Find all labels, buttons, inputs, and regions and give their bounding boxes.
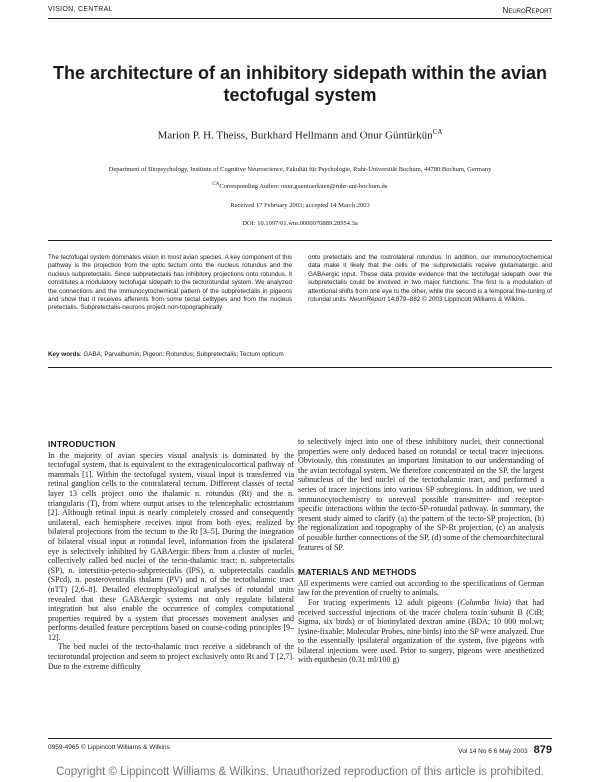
citation-details: 14:879–882 © 2003 Lippincott Williams & Wilkins. (387, 296, 526, 304)
abstract (48, 254, 552, 336)
keywords-text: : GABA; Parvalbumin; Pigeon; Rotundus; Subpretectalis; Tectum opticum (79, 351, 284, 358)
received-dates: Received 17 February 2003; accepted 14 March 2003 (230, 202, 370, 209)
abstract-right-text: onto pretectalis and the rostrolateral rotundus. In addition, our immunocytochemical data make it likely that the cells of the subpretectalis receive glutamatergic and GABAergic input. These data provide evidence that the tectofugal sidepath over the subpretectalis could be involved in two major functions: The first is a modulation of attentional shifts from one eye to the other, while the second is a temporal fine-tuning of rotundal units. (308, 254, 552, 304)
corresponding-author-text: Corresponding Author: onur.guentuerkuen@ruhr-uni-bochum.de (219, 183, 388, 191)
abstract-left-column: The tectofugal system dominates vision in most avian species. A key component of this pathway is the projection from the optic tectum onto the nucleus rotundus and the nucleus subpretectalis. Since subpretectalis has inhibitory projections onto rotundus, it constitutes a modulatory tectofugal sidepath to the tectorotundal system. We analyzed the connections and the immunocytochemical pattern of the subpretectalis in pigeons and show that it receives afferents from some tectal celltypes and from the nucleus pretectalis. Subpretectalis-neurons project non-topographically (48, 254, 292, 312)
species-name: Columba livia (460, 597, 509, 607)
corresponding-mark: CA (432, 128, 443, 136)
methods-p2-rest: ) that had received successful injections of the tracer cholera toxin subunit B (CtB; Sigma, six birds) or of biotinylated dextran amine (BDA; 10 000 mol.wt; lysine-fixable; Molecular Probes, nine birds) into the SP were analyzed. Due to the essentially ipsilateral organization of the system, five pigeons with bilateral injections were used. Prior to surgery, pigeons were anesthetized with equithesin (0.31 ml/100 g) (298, 597, 544, 665)
header-rule (48, 18, 552, 19)
methods-paragraph-1: All experiments were carried out according to the specifications of German law for the prevention of cruelty to animals. (298, 578, 544, 598)
footer-rule (48, 738, 552, 739)
copyright-notice: Copyright © Lippincott Williams & Wilkins. Unauthorized reproduction of this article is prohibited. (56, 766, 544, 778)
corresponding-author (40, 182, 560, 190)
doi: DOI: 10.1097/01.wnr.0000070889.28954.3a (242, 220, 358, 227)
author-names: Marion P. H. Theiss, Burkhard Hellmann and Onur Güntürkün (157, 129, 433, 142)
methods-heading: MATERIALS AND METHODS (298, 567, 417, 578)
running-header-journal: NeuroReport (502, 6, 552, 15)
keywords-label: Key words (48, 351, 80, 358)
author-list (40, 128, 560, 142)
intro-paragraph-1: In the majority of avian species visual analysis is dominated by the tectofugal system, that is equivalent to the extrageniculocortical pathway of mammals [1]. Within the tectofugal system, visual input is transferred via retinal ganglion cells to the contralateral tectum. Different classes of tectal layer 13 cells project onto the thalamic n. rotundus (Rt) and the n. triangularis (T), from where output arises to the telencephalic ectostriatum [2]. Although retinal input is nearly completely crossed and consequently unilateral, each hemisphere receives input from both eyes, realized by bilateral projections from the tectum to the Rt [3–5]. During the integration of bilateral visual input at rotundal level, information from the ipsilateral eye is selectively inhibited by GABAergic fibers from a cluster of nuclei, collectively called bed nuclei of the tecto-thalamic tract: n. subpretectalis (SP), n. interstitio-petecto-subpretectalis (IPS), n. subpretectalis caudalis (SPcd), n. posteroventralis thalami (PV) and n. of the tectothalamic tract (nTT) [2,6–8]. Detailed electrophysiological analyses of rotundal units revealed that these GABAergic systems not only regulate bilateral integration but also enable the occurrence of complex computational properties required by a system that processes movement analyses and performs detailed feature perceptions based on coarse-coding principles [9–12]. (48, 450, 294, 642)
intro-paragraph-2: The bed nuclei of the tecto-thalamic tract receive a sidebranch of the tectorotundal projection and seem to project exclusively onto Rt and T [2,7]. Due to the extreme difficulty (48, 642, 294, 671)
footer-issn: 0959-4965 © Lippincott Williams & Wilkins (48, 744, 170, 751)
abstract-top-rule (48, 240, 552, 241)
methods-p2-start: For tracing experiments 12 adult pigeons ( (308, 597, 461, 607)
article-title: The architecture of an inhibitory sidepath within the avian tectofugal system (52, 63, 548, 105)
page-number: 879 (533, 744, 552, 756)
methods-paragraph-2 (298, 598, 544, 665)
right-column (298, 437, 544, 665)
keywords (48, 351, 552, 358)
abstract-right-column (308, 254, 552, 304)
introduction-heading: INTRODUCTION (48, 439, 116, 449)
citation-journal: NeuroReport (349, 296, 386, 304)
intro-paragraph-3: to selectively inject into one of these inhibitory nuclei, their connectional properties were only deduced based on rotundal or tectal tracer injections. Obviously, this constitutes an important limitation to our understanding of the avian tectofugal system. We therefore concentrated on the SP, the largest subnucleus of the bed nuclei of the tectothalamic tract, and performed a series of tracer injections into various SP subregions. In addition, we used immunocytochemistry to unreveal possible transmitter- and receptor-specific interactions within the tecto-SP-rotundal pathway. In summary, the present study aimed to clarify (a) the pattern of the tecto-SP projection, (b) the regionalization and topography of the SP-Rt projection, (c) an analysis of possible further connections of the SP, (d) some of the chemoarchitectural features of SP. (298, 437, 544, 552)
abstract-bottom-rule (48, 367, 552, 368)
left-column (48, 440, 294, 671)
footer-volume-text: Vol 14 No 6 6 May 2003 (458, 748, 528, 755)
footer-volume (458, 744, 552, 756)
affiliation: Department of Biopsychology, Institute of Cognitive Neuroscience, Fakultät für Psychologie, Ruhr-Universität Bochum, 44780 Bochum, Germany (108, 166, 492, 173)
running-header-section: VISION, CENTRAL (48, 6, 113, 13)
corresponding-author-mark: CA (212, 182, 220, 187)
